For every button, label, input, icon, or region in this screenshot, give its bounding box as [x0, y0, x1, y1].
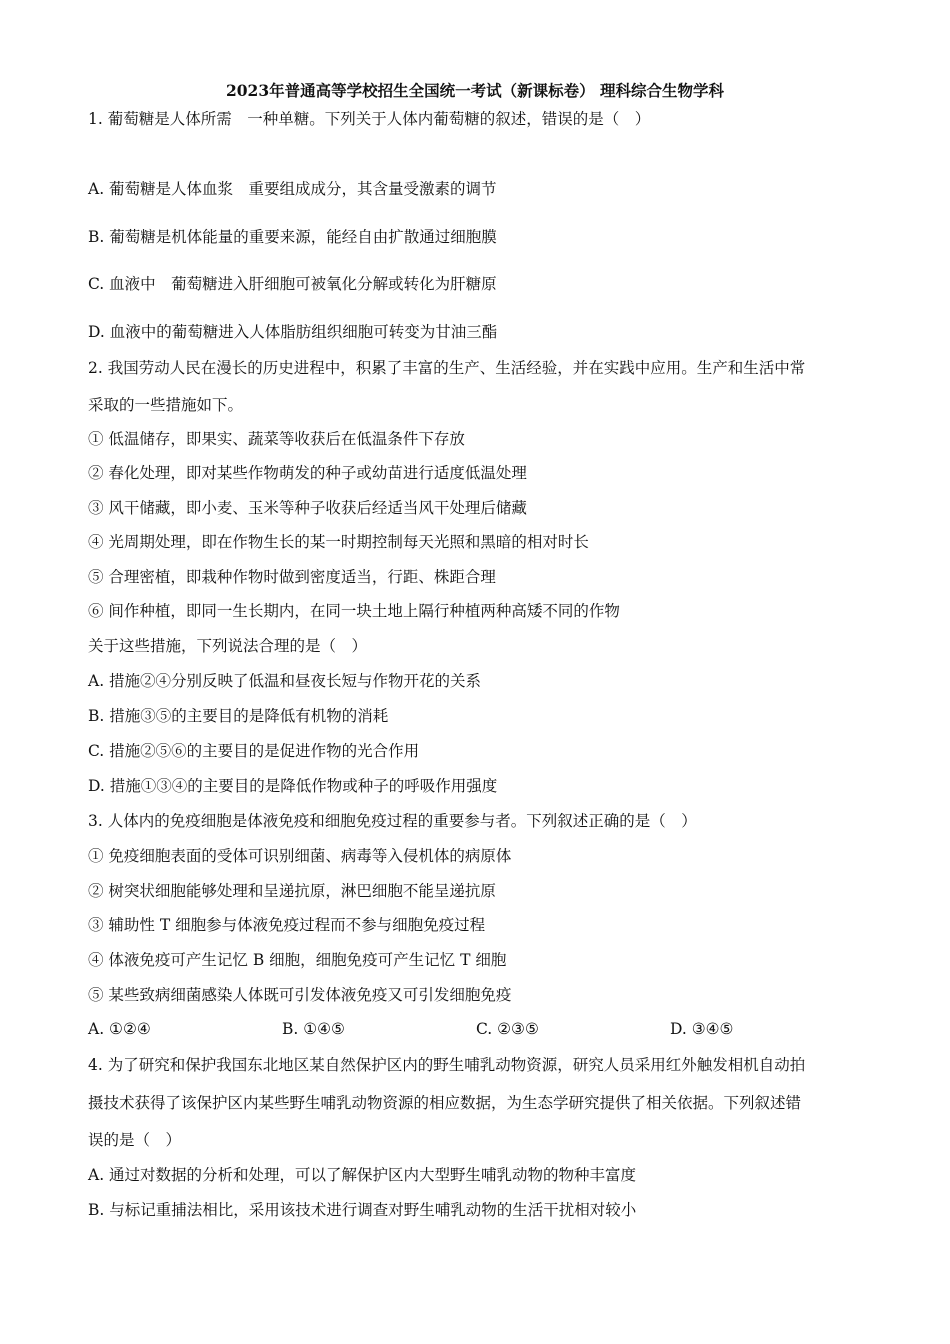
q3-item-1: ① 免疫细胞表面的受体可识别细菌、病毒等入侵机体的病原体 [88, 847, 512, 865]
q2-item-3: ③ 风干储藏，即小麦、玉米等种子收获后经适当风干处理后储藏 [88, 499, 527, 517]
q2-option-c: C. 措施②⑤⑥的主要目的是促进作物的光合作用 [88, 742, 420, 760]
q2-question: 关于这些措施，下列说法合理的是（ ） [88, 637, 368, 655]
q2-item-5: ⑤ 合理密植，即栽种作物时做到密度适当，行距、株距合理 [88, 568, 496, 586]
q1-option-c: C. 血液中 葡萄糖进入肝细胞可被氧化分解或转化为肝糖原 [88, 275, 497, 293]
q4-stem-line2: 摄技术获得了该保护区内某些野生哺乳动物资源的相应数据，为生态学研究提供了相关依据。下列叙述错 [88, 1094, 802, 1112]
q4-stem-line3: 误的是（ ） [88, 1131, 182, 1149]
q3-option-c: C. ②③⑤ [476, 1020, 539, 1038]
q2-item-2: ② 春化处理，即对某些作物萌发的种子或幼苗进行适度低温处理 [88, 464, 527, 482]
q3-item-4: ④ 体液免疫可产生记忆 B 细胞，细胞免疫可产生记忆 T 细胞 [88, 951, 507, 969]
q4-stem-line1: 4. 为了研究和保护我国东北地区某自然保护区内的野生哺乳动物资源，研究人员采用红外触发相机自动拍 [88, 1056, 806, 1074]
q4-option-b: B. 与标记重捕法相比，采用该技术进行调查对野生哺乳动物的生活干扰相对较小 [88, 1201, 637, 1219]
q3-option-a: A. ①②④ [88, 1020, 151, 1038]
q2-option-a: A. 措施②④分别反映了低温和昼夜长短与作物开花的关系 [88, 672, 482, 690]
q2-item-1: ① 低温储存，即果实、蔬菜等收获后在低温条件下存放 [88, 430, 465, 448]
q1-option-b: B. 葡萄糖是机体能量的重要来源，能经自由扩散通过细胞膜 [88, 228, 497, 246]
q2-option-d: D. 措施①③④的主要目的是降低作物或种子的呼吸作用强度 [88, 777, 498, 795]
q2-stem-line2: 采取的一些措施如下。 [88, 396, 244, 414]
q3-item-2: ② 树突状细胞能够处理和呈递抗原，淋巴细胞不能呈递抗原 [88, 882, 496, 900]
q1-stem: 1. 葡萄糖是人体所需 一种单糖。下列关于人体内葡萄糖的叙述，错误的是（ ） [88, 110, 651, 128]
exam-title: 2023年普通高等学校招生全国统一考试（新课标卷） 理科综合生物学科 [225, 81, 725, 100]
q3-option-d: D. ③④⑤ [670, 1020, 734, 1038]
q3-option-b: B. ①④⑤ [282, 1020, 345, 1038]
q1-option-d: D. 血液中的葡萄糖进入人体脂肪组织细胞可转变为甘油三酯 [88, 323, 498, 341]
q2-item-6: ⑥ 间作种植，即同一生长期内，在同一块土地上隔行种植两种高矮不同的作物 [88, 602, 620, 620]
q3-item-5: ⑤ 某些致病细菌感染人体既可引发体液免疫又可引发细胞免疫 [88, 986, 512, 1004]
q2-stem-line1: 2. 我国劳动人民在漫长的历史进程中，积累了丰富的生产、生活经验，并在实践中应用。生产和生活中常 [88, 359, 806, 377]
q1-option-a: A. 葡萄糖是人体血浆 重要组成成分，其含量受激素的调节 [88, 180, 497, 198]
q3-stem: 3. 人体内的免疫细胞是体液免疫和细胞免疫过程的重要参与者。下列叙述正确的是（ ） [88, 812, 697, 830]
q2-item-4: ④ 光周期处理，即在作物生长的某一时期控制每天光照和黑暗的相对时长 [88, 533, 589, 551]
q3-item-3: ③ 辅助性 T 细胞参与体液免疫过程而不参与细胞免疫过程 [88, 916, 486, 934]
q4-option-a: A. 通过对数据的分析和处理，可以了解保护区内大型野生哺乳动物的物种丰富度 [88, 1166, 637, 1184]
q2-option-b: B. 措施③⑤的主要目的是降低有机物的消耗 [88, 707, 389, 725]
